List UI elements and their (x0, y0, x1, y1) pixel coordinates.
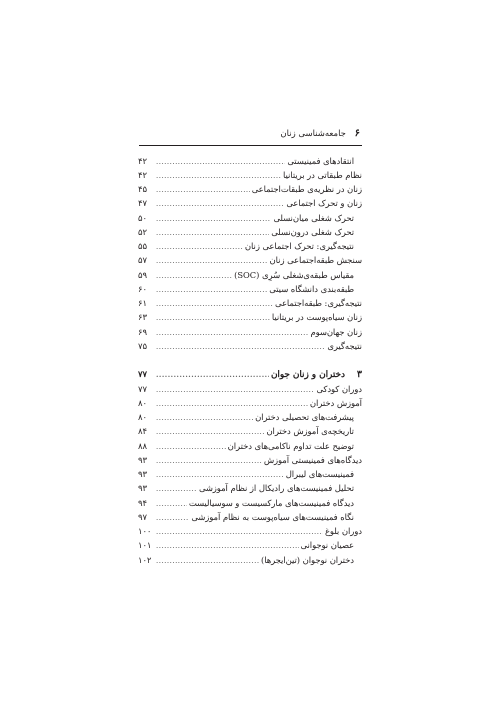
toc-entry-page: ۴۷ (138, 198, 147, 208)
toc-entry-title: زنان در نظریه‌ی طبقات‌اجتماعی (251, 184, 362, 194)
leader-dots (156, 297, 273, 311)
toc-entry-title: دوران کودکی (316, 384, 362, 394)
toc-entry[interactable] (138, 239, 354, 253)
leader-dots (156, 326, 308, 340)
leader-dots (156, 497, 187, 511)
toc-entry[interactable] (138, 339, 362, 353)
toc-entry-title: تاریخچه‌ی آموزش دختران (266, 426, 354, 436)
toc-entry[interactable] (138, 396, 362, 410)
leader-dots (156, 539, 299, 553)
toc-entry-title: تحرک شغلی میان‌نسلی (273, 213, 354, 223)
toc-entry-title: آموزش دختران (309, 398, 362, 408)
toc-entry-title: توضیح علت تداوم ناکامی‌های دختران (227, 441, 354, 451)
toc-entry-title: پیشرفت‌های تحصیلی دختران (255, 412, 354, 422)
toc-entry-title: طبقه‌بندی دانشگاه سیتی (269, 284, 354, 294)
toc-entry[interactable] (138, 467, 354, 481)
toc-entry-title: دیدگاه‌های فمینیستی آموزش (263, 455, 362, 465)
toc-entry[interactable] (138, 481, 354, 495)
toc-entry-page: ۷۵ (138, 341, 147, 351)
toc-entry-title: نتیجه‌گیری: طبقه‌اجتماعی (275, 298, 362, 308)
toc-entry-title: نتیجه‌گیری: تحرک اجتماعی زنان (244, 241, 354, 251)
leader-dots (156, 511, 189, 525)
leader-dots (156, 411, 253, 425)
toc-entry[interactable] (138, 496, 354, 510)
leader-dots (156, 525, 323, 539)
toc-entry-title: عصیان نوجوانی (300, 540, 354, 550)
toc-entry[interactable] (138, 424, 354, 438)
leader-dots (156, 468, 284, 482)
leader-dots (156, 440, 226, 454)
toc-entry-page: ۶۰ (138, 284, 147, 294)
toc-entry-page: ۸۸ (138, 441, 147, 451)
toc-entry[interactable] (138, 453, 362, 467)
toc-entry[interactable] (138, 382, 362, 396)
running-header (139, 127, 360, 141)
toc-entry[interactable] (138, 268, 354, 282)
toc-entry-page: ۵۰ (138, 213, 147, 223)
toc-entry-title: نظام طبقاتی در بریتانیا (282, 170, 362, 180)
toc-entry[interactable] (138, 296, 362, 310)
toc-entry-title: انتقادهای فمینیستی (287, 156, 354, 166)
toc-entry[interactable] (138, 310, 362, 324)
toc-entry-page: ۴۲ (138, 156, 147, 166)
toc-entry-page: ۱۰۱ (138, 540, 152, 550)
chapter-page: ۷۷ (138, 369, 147, 379)
toc-entry-title: تحلیل فمینیست‌های رادیکال از نظام آموزشی (198, 483, 354, 493)
leader-dots (156, 425, 264, 439)
leader-dots (156, 283, 267, 297)
leader-dots (156, 397, 308, 411)
toc-entry-title: مقیاس طبقه‌ی‌شغلی سُرِی (SOC) (234, 270, 354, 280)
leader-dots (156, 197, 284, 211)
leader-dots (156, 383, 314, 397)
toc-entry[interactable] (138, 282, 354, 296)
toc-entry-title: دختران نوجوان (تین‌ایجرها) (260, 555, 354, 565)
toc-entry[interactable] (138, 253, 362, 267)
toc-entry-page: ۹۷ (138, 512, 147, 522)
toc-entry-page: ۹۳ (138, 483, 147, 493)
toc-entry-page: ۸۴ (138, 426, 147, 436)
leader-dots (156, 240, 243, 254)
leader-dots (156, 368, 269, 382)
toc-entry-title: زنان جهان‌سوم (310, 327, 362, 337)
toc-entry-page: ۵۹ (138, 270, 147, 280)
toc-entry-page: ۵۲ (138, 227, 147, 237)
toc-entry-title: دیدگاه فمینیست‌های مارکسیست و سوسیالیست (188, 498, 354, 508)
toc-entry-page: ۴۲ (138, 170, 147, 180)
toc-entry[interactable] (138, 410, 354, 424)
toc-entry-page: ۹۳ (138, 469, 147, 479)
toc-entry-page: ۹۴ (138, 498, 147, 508)
toc-entry-page: ۶۹ (138, 327, 147, 337)
toc-entry-page: ۸۰ (138, 412, 147, 422)
toc-entry-title: نتیجه‌گیری (327, 341, 362, 351)
toc-entry-page: ۶۱ (138, 298, 147, 308)
leader-dots (156, 212, 271, 226)
leader-dots (156, 254, 268, 268)
toc-entry[interactable] (138, 553, 354, 567)
leader-dots (156, 311, 270, 325)
toc-entry-title: سنجش طبقه‌اجتماعی زنان (269, 255, 362, 265)
toc-entry[interactable] (138, 196, 362, 210)
toc-entry-page: ۸۰ (138, 398, 147, 408)
toc-entry-title: نگاه فمینیست‌های سیاه‌پوست به نظام آموزشی (191, 512, 354, 522)
leader-dots (156, 454, 262, 468)
leader-dots (156, 226, 269, 240)
book-title: جامعه‌شناسی زنان (280, 129, 346, 139)
toc-entry[interactable] (138, 211, 354, 225)
chapter-number: ۳ (356, 369, 362, 380)
toc-entry-title: زنان و تحرک اجتماعی (286, 198, 362, 208)
toc-entry[interactable] (138, 168, 362, 182)
toc-entry[interactable] (138, 439, 354, 453)
toc-entry[interactable] (138, 538, 354, 552)
toc-entry-title: دوران بلوغ (324, 526, 362, 536)
leader-dots (156, 482, 197, 496)
toc-entry-page: ۱۰۲ (138, 555, 152, 565)
toc-entry-page: ۶۳ (138, 312, 147, 322)
toc-entry-page: ۱۰۰ (138, 526, 152, 536)
toc-entry-page: ۷۷ (138, 384, 147, 394)
leader-dots (156, 183, 250, 197)
header-rule (139, 145, 362, 146)
toc-entry-title: فمینیست‌های لیبرال (285, 469, 354, 479)
toc-entry[interactable] (138, 524, 362, 538)
leader-dots (156, 169, 281, 183)
toc-entry-page: ۹۳ (138, 455, 147, 465)
toc-entry-page: ۵۵ (138, 241, 147, 251)
toc-entry[interactable] (138, 182, 362, 196)
leader-dots (156, 554, 259, 568)
toc-entry-title: تحرک شغلی درون‌نسلی (271, 227, 354, 237)
toc-entry-title: زنان سیاه‌پوست در بریتانیا (271, 312, 362, 322)
leader-dots (156, 340, 325, 354)
toc-entry[interactable] (138, 510, 354, 524)
leader-dots (156, 269, 232, 283)
leader-dots (156, 155, 285, 169)
toc-entry-page: ۴۵ (138, 184, 147, 194)
page-number: ۶ (354, 128, 360, 139)
toc-entry[interactable] (138, 154, 354, 168)
toc-entry-page: ۵۷ (138, 255, 147, 265)
chapter-title: دختران و زنان جوان (270, 370, 345, 380)
toc-entry[interactable] (138, 325, 362, 339)
chapter-heading[interactable] (138, 367, 362, 381)
toc-entry[interactable] (138, 225, 354, 239)
